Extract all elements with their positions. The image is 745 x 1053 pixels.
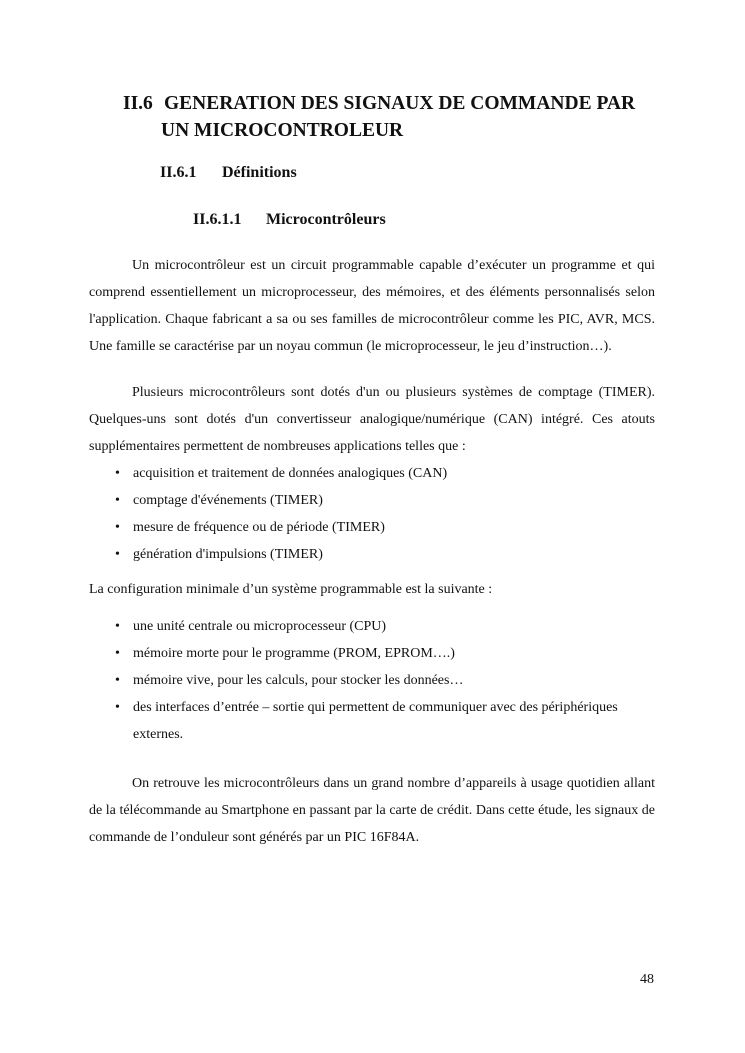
page-number: 48 [640, 972, 654, 987]
subsection-title: Définitions [222, 164, 297, 181]
bullet-icon: • [115, 700, 120, 715]
subsubsection-number: II.6.1.1 [193, 211, 242, 228]
list-item [89, 514, 655, 541]
subsection-heading [160, 164, 297, 182]
list-item-text: une unité centrale ou microprocesseur (CPU) [133, 619, 387, 634]
list-item-text: mesure de fréquence ou de période (TIMER) [133, 520, 385, 535]
list-item [89, 460, 655, 487]
section-number: II.6 [123, 93, 153, 114]
paragraph-text: On retrouve les microcontrôleurs dans un grand nombre d’appareils à usage quotidien allant de la télécommande au Smartphone en passant par la carte de crédit. Dans cette étude, les signaux de commande de l’onduleur sont générés par un PIC 16F84A. [89, 776, 655, 845]
paragraph-text: Plusieurs microcontrôleurs sont dotés d'un ou plusieurs systèmes de comptage (TIMER). Quelques-uns sont dotés d'un convertisseur analogique/numérique (CAN) intégré. Ces atouts supplémentaires permettent de nombreuses applications telles que : [89, 385, 655, 454]
section-title-line2: UN MICROCONTROLEUR [161, 120, 404, 141]
section-heading [123, 90, 635, 144]
list-item-text: mémoire vive, pour les calculs, pour stocker les données… [133, 673, 464, 688]
list-item-text: génération d'impulsions (TIMER) [133, 547, 323, 562]
list-item-text: acquisition et traitement de données analogiques (CAN) [133, 466, 448, 481]
configuration-intro: La configuration minimale d’un système programmable est la suivante : [89, 582, 493, 597]
list-item [89, 694, 655, 748]
list-item-text: comptage d'événements (TIMER) [133, 493, 323, 508]
bullet-icon: • [115, 547, 120, 562]
bullet-icon: • [115, 646, 120, 661]
paragraph-timers [89, 379, 655, 460]
bullet-icon: • [115, 466, 120, 481]
list-item [89, 613, 655, 640]
subsection-number: II.6.1 [160, 164, 197, 181]
bullet-icon: • [115, 520, 120, 535]
list-item-text: des interfaces d’entrée – sortie qui permettent de communiquer avec des périphériques externes. [133, 700, 618, 742]
subsubsection-title: Microcontrôleurs [266, 211, 386, 228]
bullet-icon: • [115, 619, 120, 634]
list-item [89, 487, 655, 514]
applications-list [89, 460, 655, 568]
list-item [89, 667, 655, 694]
bullet-icon: • [115, 493, 120, 508]
bullet-icon: • [115, 673, 120, 688]
subsubsection-heading [193, 211, 386, 229]
configuration-list [89, 613, 655, 748]
list-item-text: mémoire morte pour le programme (PROM, EPROM….) [133, 646, 455, 661]
section-title-line1: GENERATION DES SIGNAUX DE COMMANDE PAR [164, 93, 636, 114]
list-item [89, 640, 655, 667]
list-item [89, 541, 655, 568]
paragraph-text: Un microcontrôleur est un circuit programmable capable d’exécuter un programme et qui comprend essentiellement un microprocesseur, des mémoires, et des éléments personnalisés selon l'application. Chaque fabricant a sa ou ses familles de microcontrôleur comme les PIC, AVR, MCS. Une famille se caractérise par un noyau commun (le microprocesseur, le jeu d’instruction…). [89, 258, 655, 354]
paragraph-conclusion [89, 770, 655, 851]
paragraph-definition [89, 252, 655, 360]
